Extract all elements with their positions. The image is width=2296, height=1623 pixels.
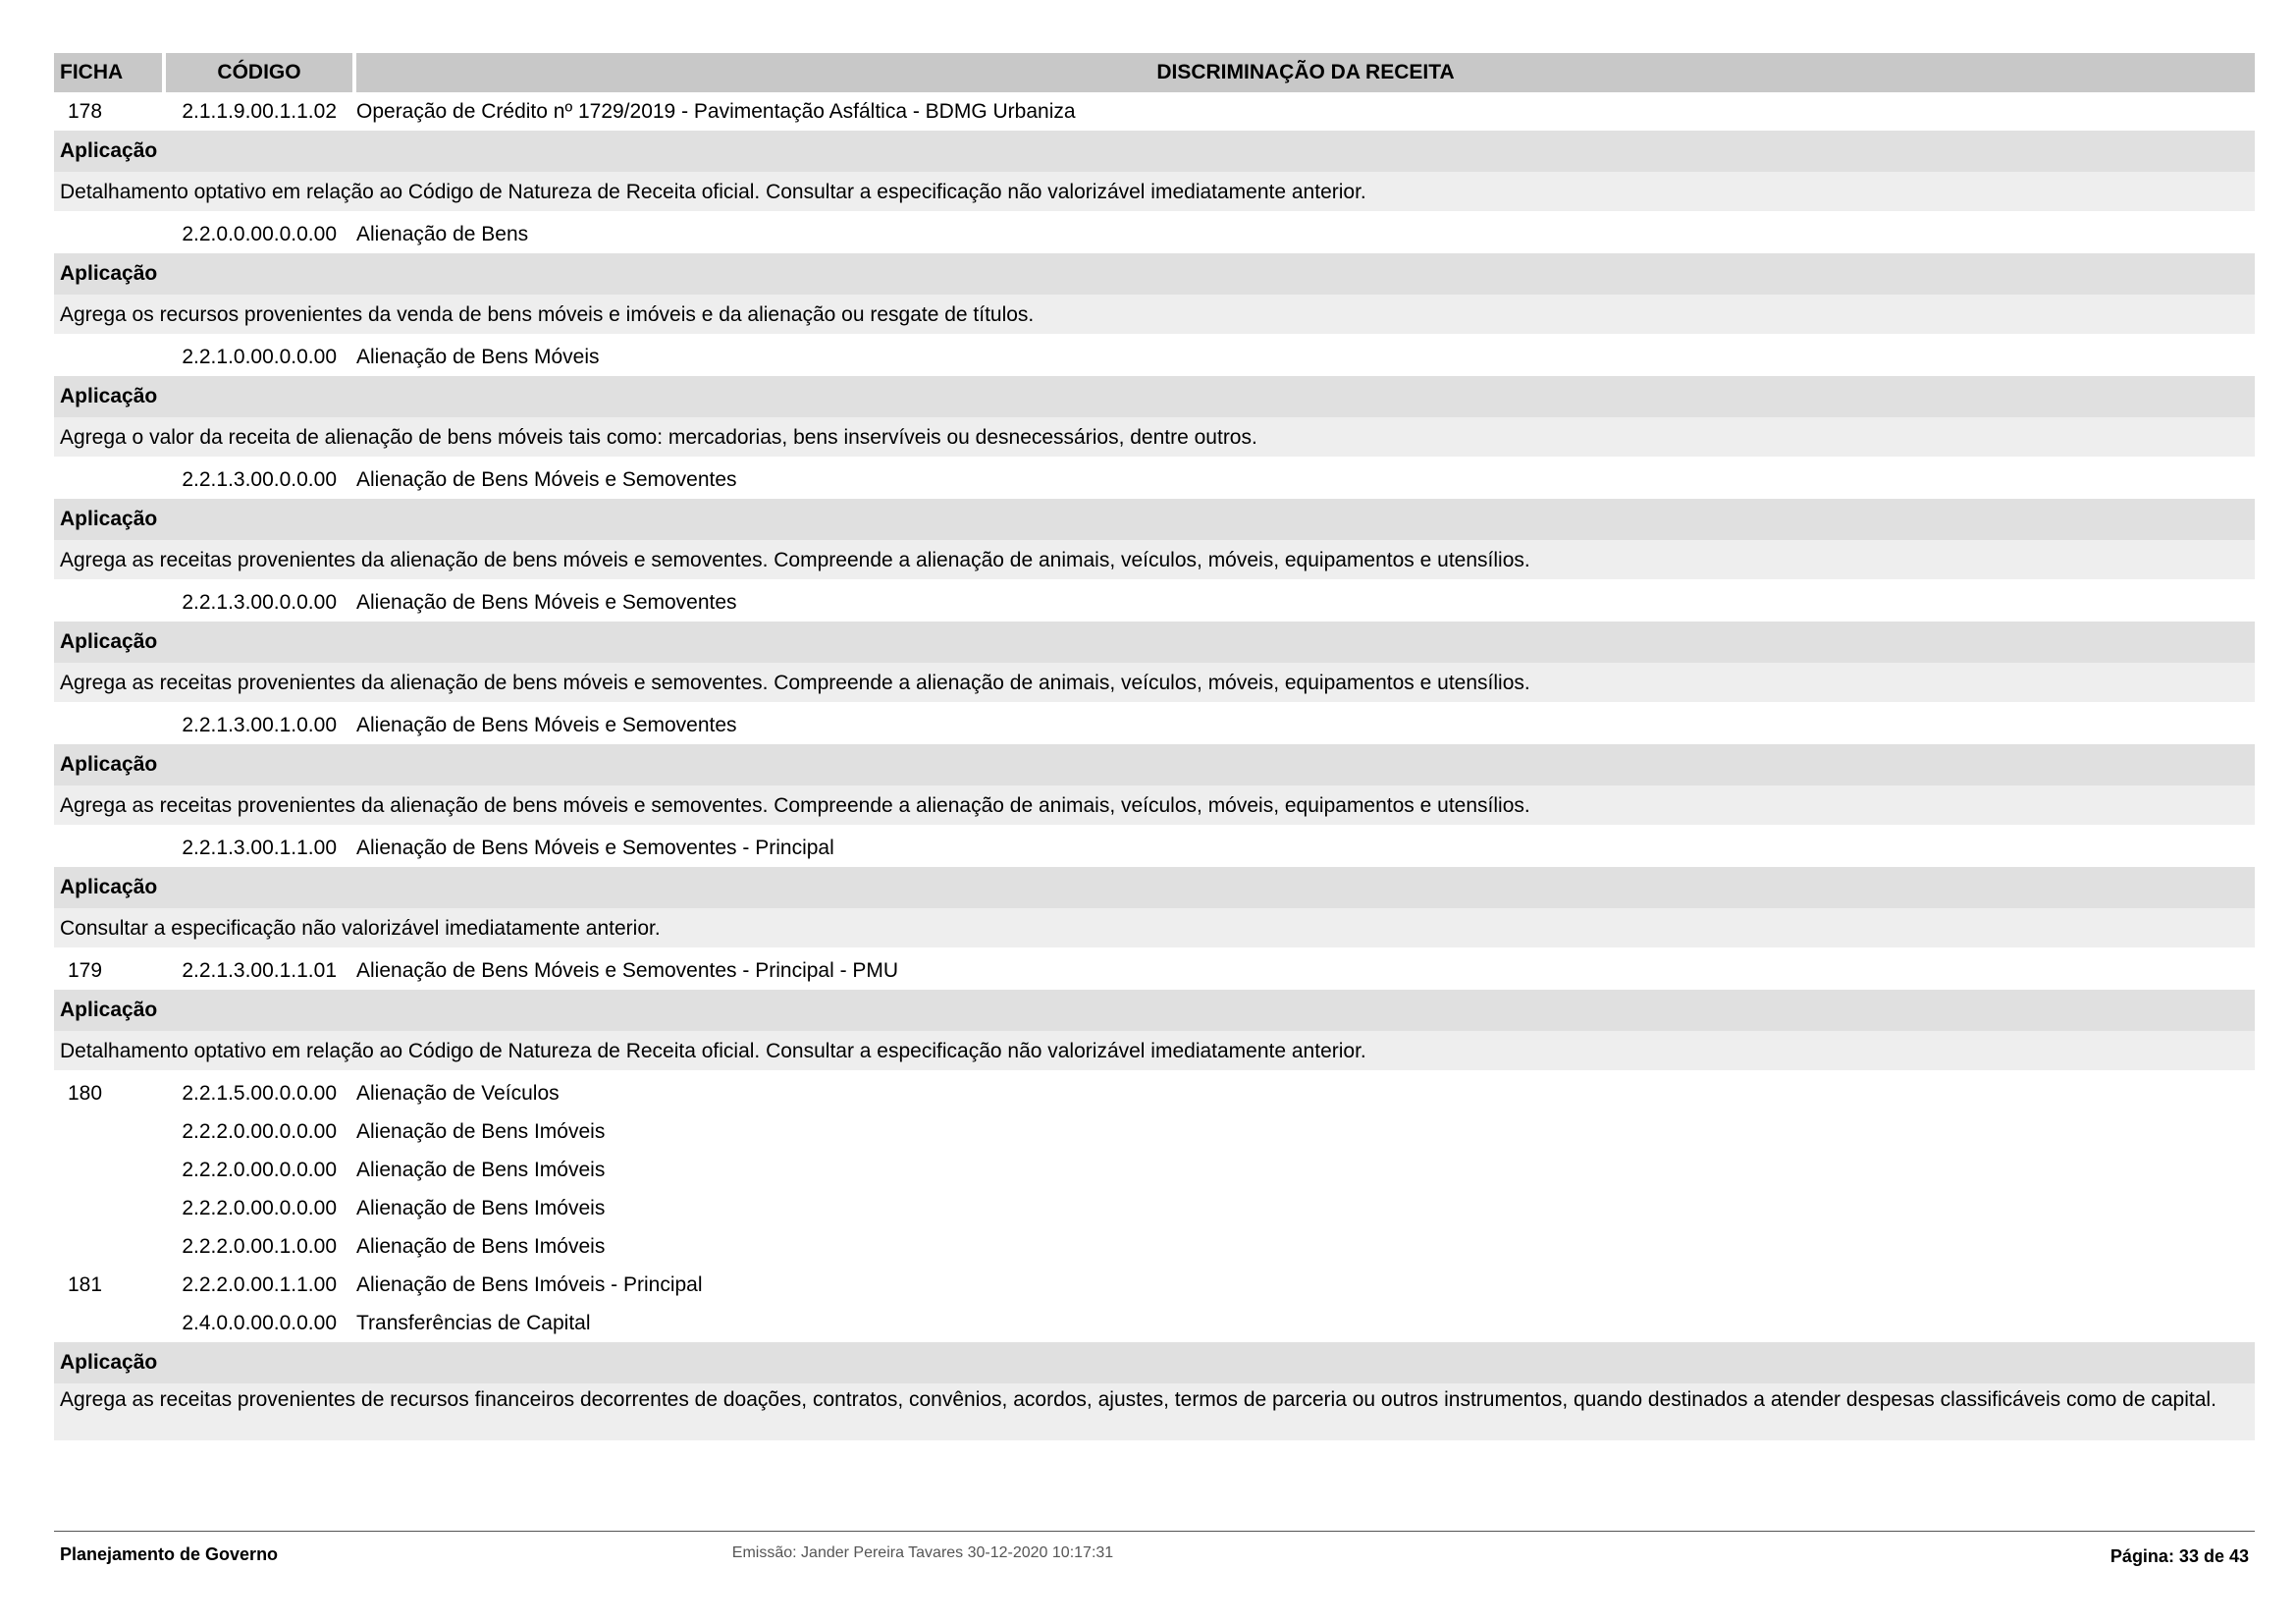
page-footer [54,1531,2255,1566]
descricao-cell: Alienação de Bens [356,222,529,245]
aplicacao-label: Aplicação [54,1342,2255,1383]
aplicacao-text: Agrega os recursos provenientes da venda de bens móveis e imóveis e da alienação ou resgate de títulos. [54,295,2255,334]
footer-department: Planejamento de Governo [60,1544,279,1564]
codigo-cell: 2.2.0.0.00.0.0.00 [182,222,337,245]
codigo-cell: 2.2.1.5.00.0.0.00 [182,1081,337,1105]
ficha-cell: 179 [68,958,103,982]
descricao-cell: Alienação de Bens Móveis e Semoventes [356,713,737,736]
codigo-cell: 2.2.2.0.00.1.1.00 [182,1272,337,1296]
revenue-row [54,1189,2255,1227]
ficha-cell: 180 [68,1081,103,1105]
descricao-cell: Operação de Crédito nº 1729/2019 - Pavimentação Asfáltica - BDMG Urbaniza [356,99,1076,123]
revenue-row [54,951,2255,990]
descricao-cell: Alienação de Bens Imóveis [356,1234,606,1258]
aplicacao-text: Agrega as receitas provenientes da alienação de bens móveis e semoventes. Compreende a alienação de animais, veículos, móveis, equipamentos e utensílios. [54,663,2255,702]
codigo-cell: 2.2.1.3.00.0.0.00 [182,590,337,614]
revenue-row [54,1266,2255,1304]
revenue-row [54,92,2255,131]
aplicacao-label: Aplicação [54,990,2255,1031]
descricao-cell: Alienação de Bens Imóveis [356,1196,606,1219]
aplicacao-text: Agrega as receitas provenientes de recursos financeiros decorrentes de doações, contratos, convênios, acordos, ajustes, termos de parceria ou outros instrumentos, quando destinados a atender despesas classificáveis como de capital. [54,1383,2255,1440]
ficha-cell: 181 [68,1272,103,1296]
aplicacao-text: Detalhamento optativo em relação ao Código de Natureza de Receita oficial. Consultar a especificação não valorizável imediatamente anterior. [54,1031,2255,1070]
revenue-row [54,706,2255,744]
codigo-cell: 2.2.2.0.00.1.0.00 [182,1234,337,1258]
descricao-cell: Alienação de Bens Imóveis [356,1158,606,1181]
revenue-row [54,1074,2255,1112]
aplicacao-text: Agrega as receitas provenientes da alienação de bens móveis e semoventes. Compreende a alienação de animais, veículos, móveis, equipamentos e utensílios. [54,785,2255,825]
codigo-cell: 2.2.1.0.00.0.0.00 [182,345,337,368]
descricao-cell: Alienação de Bens Móveis e Semoventes [356,590,737,614]
descricao-cell: Alienação de Bens Móveis e Semoventes - Principal - PMU [356,958,899,982]
codigo-cell: 2.2.2.0.00.0.0.00 [182,1196,337,1219]
revenue-row [54,215,2255,253]
aplicacao-label: Aplicação [54,622,2255,663]
revenue-row [54,460,2255,499]
aplicacao-text: Detalhamento optativo em relação ao Código de Natureza de Receita oficial. Consultar a especificação não valorizável imediatamente anterior. [54,172,2255,211]
aplicacao-text: Agrega o valor da receita de alienação de bens móveis tais como: mercadorias, bens inservíveis ou desnecessários, dentre outros. [54,417,2255,457]
codigo-cell: 2.2.1.3.00.1.0.00 [182,713,337,736]
footer-emission: Emissão: Jander Pereira Tavares 30-12-2020 10:17:31 [731,1544,1114,1561]
revenue-row [54,1304,2255,1342]
aplicacao-label: Aplicação [54,744,2255,785]
header-ficha: FICHA [54,53,162,92]
aplicacao-text: Agrega as receitas provenientes da alienação de bens móveis e semoventes. Compreende a alienação de animais, veículos, móveis, equipamentos e utensílios. [54,540,2255,579]
codigo-cell: 2.2.1.3.00.1.1.00 [182,836,337,859]
descricao-cell: Alienação de Bens Imóveis - Principal [356,1272,703,1296]
revenue-table [54,53,2255,1440]
ficha-cell: 178 [68,99,103,123]
descricao-cell: Alienação de Bens Móveis e Semoventes [356,467,737,491]
aplicacao-label: Aplicação [54,499,2255,540]
aplicacao-label: Aplicação [54,253,2255,295]
header-codigo: CÓDIGO [166,53,352,92]
revenue-row [54,1227,2255,1266]
codigo-cell: 2.1.1.9.00.1.1.02 [182,99,337,123]
revenue-row [54,829,2255,867]
descricao-cell: Alienação de Bens Móveis [356,345,600,368]
descricao-cell: Alienação de Bens Móveis e Semoventes - Principal [356,836,834,859]
footer-page-number: Página: 33 de 43 [2109,1546,2249,1566]
revenue-row [54,1151,2255,1189]
descricao-cell: Transferências de Capital [356,1311,591,1334]
aplicacao-label: Aplicação [54,867,2255,908]
descricao-cell: Alienação de Bens Imóveis [356,1119,606,1143]
revenue-row [54,338,2255,376]
revenue-row [54,583,2255,622]
codigo-cell: 2.4.0.0.00.0.0.00 [182,1311,337,1334]
header-discriminacao: DISCRIMINAÇÃO DA RECEITA [356,53,2255,92]
codigo-cell: 2.2.1.3.00.0.0.00 [182,467,337,491]
codigo-cell: 2.2.1.3.00.1.1.01 [182,958,337,982]
aplicacao-label: Aplicação [54,376,2255,417]
codigo-cell: 2.2.2.0.00.0.0.00 [182,1158,337,1181]
table-header [54,53,2255,92]
revenue-row [54,1112,2255,1151]
aplicacao-text: Consultar a especificação não valorizável imediatamente anterior. [54,908,2255,947]
aplicacao-label: Aplicação [54,131,2255,172]
codigo-cell: 2.2.2.0.00.0.0.00 [182,1119,337,1143]
descricao-cell: Alienação de Veículos [356,1081,560,1105]
